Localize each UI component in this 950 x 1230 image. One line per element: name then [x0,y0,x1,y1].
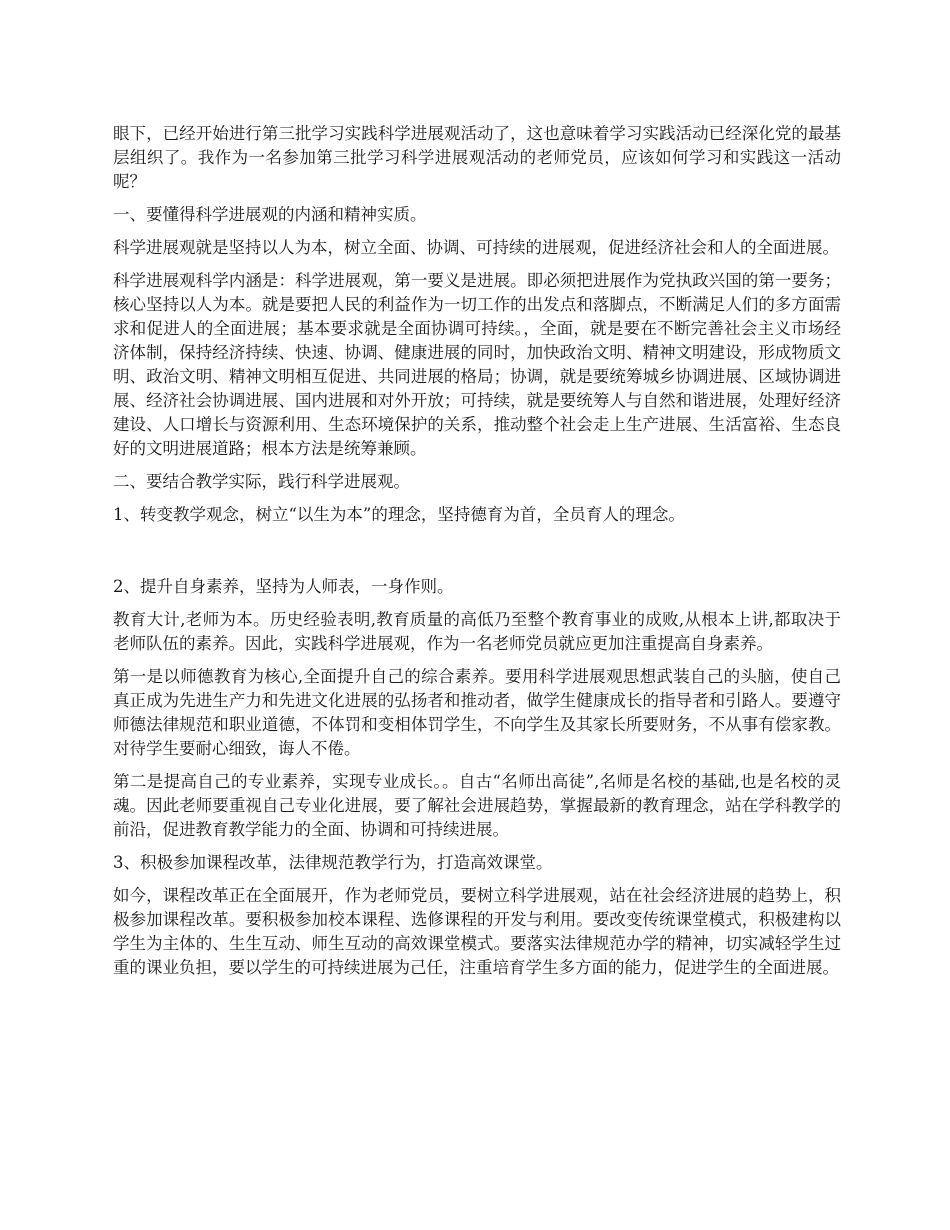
section-heading-2: 二、要结合教学实际，践行科学进展观。 [113,472,410,491]
point-3-heading: 3、积极参加课程改革，法律规范教学行为，打造高效课堂。 [113,853,553,872]
document-body [113,122,841,989]
connotation-paragraph: 科学进展观科学内涵是：科学进展观，第一要义是进展。即必须把进展作为党执政兴国的第一要务；核心坚持以人为本。就是要把人民的利益作为一切工作的出发点和落脚点，不断满足人们的多方面需求和促进人的全面进展；基本要求就是全面协调可持续。，全面，就是要在不断完善社会主义市场经济体制，保持经济持续、快速、协调、健康进展的同时，加快政治文明、精神文明建设，形成物质文明、政治文明、精神文明相互促进、共同进展的格局；协调，就是要统筹城乡协调进展、区域协调进展、经济社会协调进展、国内进展和对外开放；可持续，就是要统筹人与自然和谐进展，处理好经济建设、人口增长与资源利用、生态环境保护的关系，推动整个社会走上生产进展、生活富裕、生态良好的文明进展道路；根本方法是统筹兼顾。 [113,271,841,458]
intro-paragraph: 眼下，已经开始进行第三批学习实践科学进展观活动了，这也意味着学习实践活动已经深化党的最基层组织了。我作为一名参加第三批学习科学进展观活动的老师党员，应该如何学习和实践这一活动呢？ [113,124,841,191]
point-2-heading: 2、提升自身素养，坚持为人师表，一身作则。 [113,577,454,596]
professional-paragraph: 第二是提高自己的专业素养，实现专业成长。。自古“名师出高徒”,名师是名校的基础,也是名校的灵魂。因此老师要重视自己专业化进展，要了解社会进展趋势，掌握最新的教育理念，站在学科教学的前沿，促进教育教学能力的全面、协调和可持续进展。 [113,772,841,839]
teacher-quality-paragraph: 教育大计,老师为本。历史经验表明,教育质量的高低乃至整个教育事业的成败,从根本上讲,都取决于老师队伍的素养。因此，实践科学进展观，作为一名老师党员就应更加注重提高自身素养。 [113,610,841,653]
definition-paragraph: 科学进展观就是坚持以人为本，树立全面、协调、可持续的进展观，促进经济社会和人的全面进展。 [113,238,839,257]
blank-spacer [113,536,841,575]
ethics-paragraph: 第一是以师德教育为核心,全面提升自己的综合素养。要用科学进展观思想武装自己的头脑，使自己真正成为先进生产力和先进文化进展的弘扬者和推动者，做学生健康成长的指导者和引路人。要遵守师德法律规范和职业道德，不体罚和变相体罚学生，不向学生及其家长所要财务，不从事有偿家教。对待学生要耐心细致，诲人不倦。 [113,667,841,758]
point-1-heading: 1、转变教学观念，树立“以生为本”的理念，坚持德育为首，全员育人的理念。 [113,505,685,524]
section-heading-1: 一、要懂得科学进展观的内涵和精神实质。 [113,205,427,224]
curriculum-reform-paragraph: 如今，课程改革正在全面展开，作为老师党员，要树立科学进展观，站在社会经济进展的趋势上，积极参加课程改革。要积极参加校本课程、选修课程的开发与利用。要改变传统课堂模式，积极建构以学生为主体的、生生互动、师生互动的高效课堂模式。要落实法律规范办学的精神，切实减轻学生过重的课业负担，要以学生的可持续进展为己任，注重培育学生多方面的能力，促进学生的全面进展。 [113,886,841,977]
